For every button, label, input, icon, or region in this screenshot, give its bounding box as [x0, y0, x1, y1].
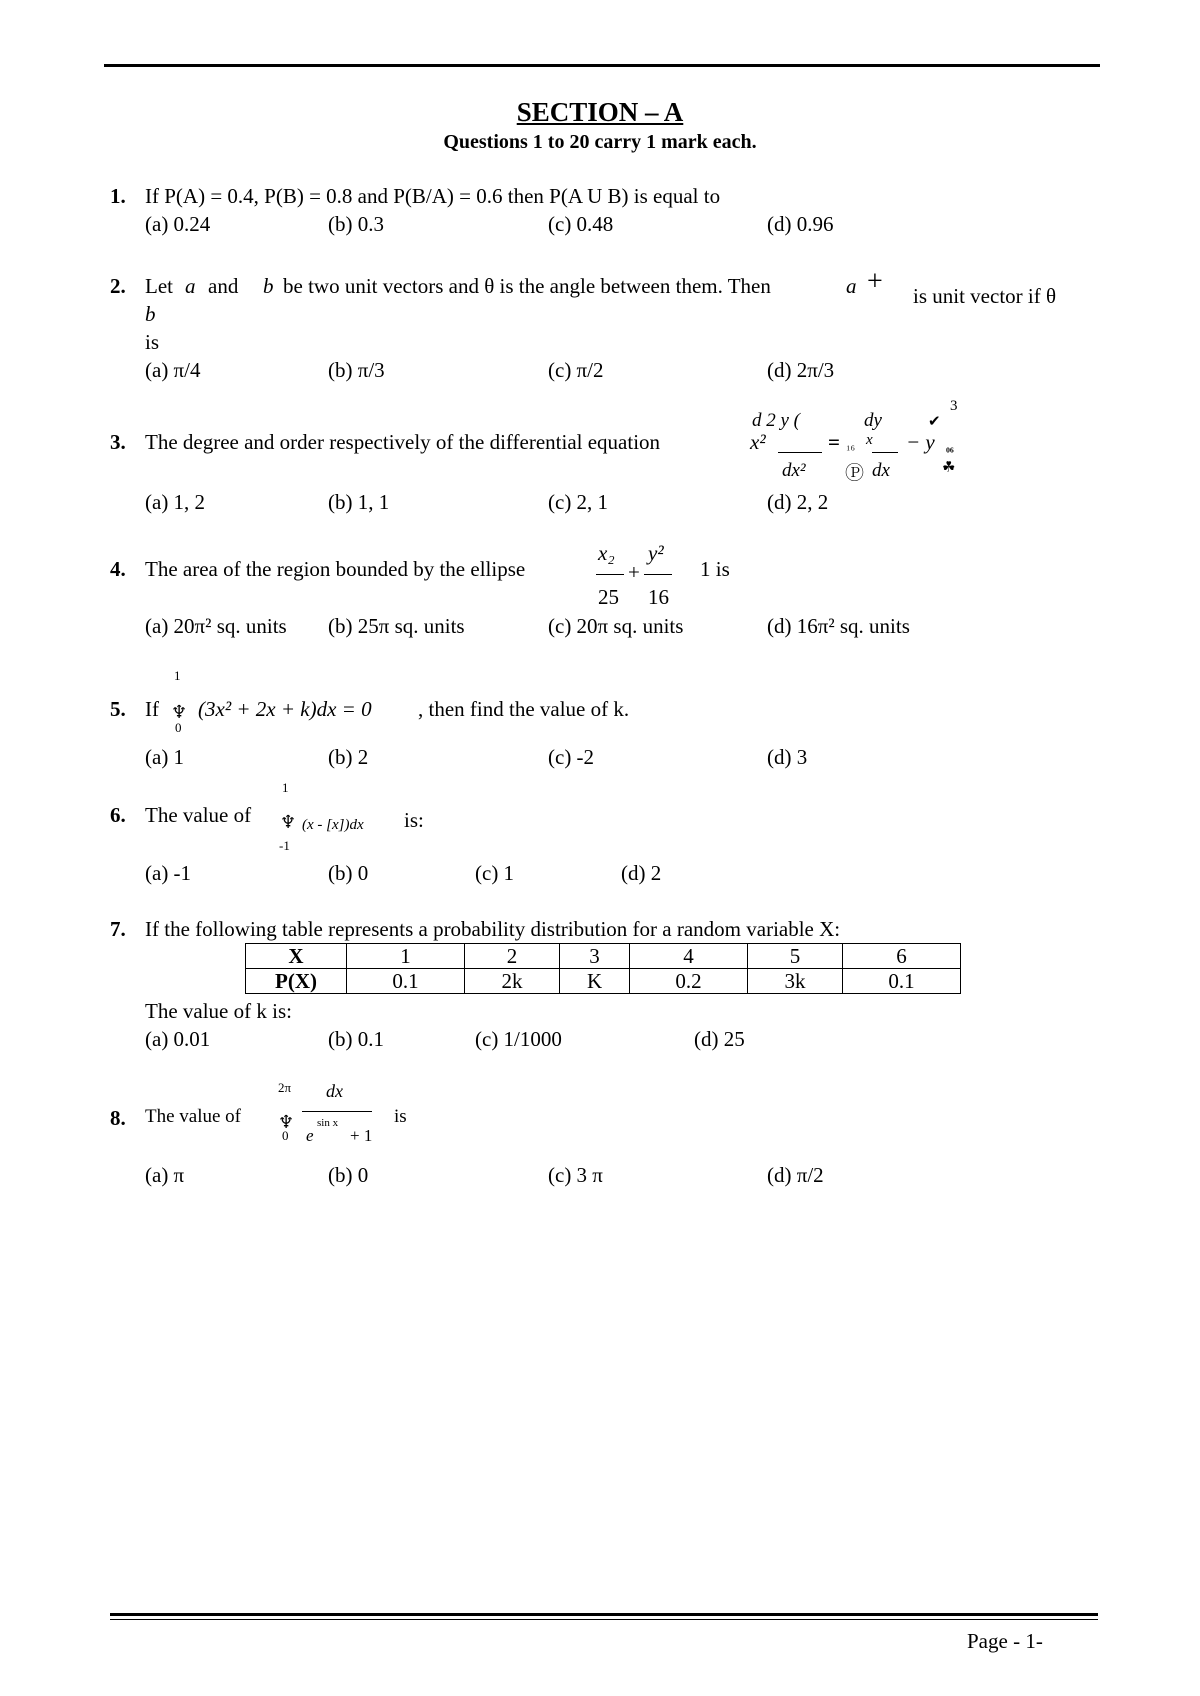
eq-bracket-glyph: ☘	[942, 460, 956, 476]
option-a: (a) 20π² sq. units	[145, 614, 287, 638]
option-c: (c) 20π sq. units	[548, 614, 684, 638]
option-d: (d) 25	[694, 1027, 745, 1051]
question-number: 3.	[110, 430, 126, 454]
eq-equals: =	[828, 430, 840, 454]
eq-fraction-line	[596, 574, 624, 575]
table-cell: 6	[843, 944, 961, 969]
option-c: (c) 3 π	[548, 1163, 603, 1187]
integral-icon: ♆	[280, 812, 297, 832]
option-d: (d) 2	[621, 861, 662, 885]
integral-expression: (3x² + 2x + k)dx = 0	[198, 697, 372, 721]
option-a: (a) π	[145, 1163, 185, 1187]
integral-icon: ♆	[171, 702, 188, 722]
vector-a: a	[846, 274, 857, 298]
eq-x-squared: x²	[750, 430, 766, 454]
table-cell: 1	[347, 944, 465, 969]
question-text: and	[208, 274, 239, 298]
eq-rhs: 1 is	[700, 557, 730, 581]
footer-rule	[110, 1613, 1098, 1616]
integral-denominator-exponent: sin x	[317, 1117, 339, 1129]
option-c: (c) 0.48	[548, 212, 614, 236]
question-text: is:	[404, 808, 424, 832]
option-d: (d) 3	[767, 745, 808, 769]
top-rule	[104, 64, 1100, 67]
eq-power: 3	[950, 398, 958, 414]
option-b: (b) 2	[328, 745, 369, 769]
integral-lower-limit: 0	[175, 720, 182, 735]
question-text: is	[394, 1106, 407, 1127]
integral-upper-limit: 2π	[278, 1080, 292, 1095]
question-text: be two unit vectors and θ is the angle between them. Then	[283, 274, 771, 298]
option-c: (c) -2	[548, 745, 595, 769]
probability-table	[245, 943, 961, 994]
option-d: (d) 16π² sq. units	[767, 614, 910, 638]
option-b: (b) 25π sq. units	[328, 614, 465, 638]
integral-lower-limit: -1	[279, 838, 290, 853]
table-cell: 0.1	[843, 969, 961, 994]
eq-y-squared: y²	[648, 541, 664, 565]
question-number: 1.	[110, 184, 126, 208]
eq-fraction-line	[302, 1111, 372, 1112]
eq-fraction-line	[778, 452, 822, 453]
table-cell: 2	[464, 944, 559, 969]
footer-rule	[110, 1619, 1098, 1620]
option-b: (b) π/3	[328, 358, 385, 382]
table-row	[246, 944, 961, 969]
question-number: 5.	[110, 697, 126, 721]
eq-minus-y: − y	[906, 430, 935, 454]
option-c: (c) 1	[475, 861, 515, 885]
eq-fraction-line	[872, 452, 898, 453]
question-text: The degree and order respectively of the differential equation	[145, 430, 661, 454]
page-number: Page - 1-	[967, 1629, 1043, 1653]
eq-plus: +	[628, 560, 640, 584]
option-a: (a) π/4	[145, 358, 201, 382]
eq-bracket-glyph: Ⓟ	[845, 463, 865, 484]
option-a: (a) 0.24	[145, 212, 211, 236]
section-instructions: Questions 1 to 20 carry 1 mark each.	[443, 131, 757, 153]
eq-dx: dx	[872, 460, 890, 481]
table-cell: 2k	[464, 969, 559, 994]
question-text: , then find the value of k.	[418, 697, 630, 721]
integral-denominator: e	[306, 1126, 314, 1145]
table-header-cell: P(X)	[246, 969, 347, 994]
option-d: (d) 2π/3	[767, 358, 835, 382]
option-c: (c) 1/1000	[475, 1027, 562, 1051]
question-number: 4.	[110, 557, 126, 581]
vector-b: b	[263, 274, 274, 298]
option-c: (c) 2, 1	[548, 490, 609, 514]
eq-x: x	[866, 432, 873, 448]
option-d: (d) 0.96	[767, 212, 834, 236]
question-text: If P(A) = 0.4, P(B) = 0.8 and P(B/A) = 0.6 then P(A U B) is equal to	[145, 184, 721, 208]
question-text: The area of the region bounded by the ellipse	[145, 557, 526, 581]
option-b: (b) 0.1	[328, 1027, 384, 1051]
option-a: (a) 0.01	[145, 1027, 211, 1051]
table-cell: 3	[560, 944, 630, 969]
eq-denominator: 16	[648, 585, 669, 609]
question-number: 8.	[110, 1106, 126, 1130]
question-text: If the following table represents a probability distribution for a random variable X:	[145, 917, 841, 941]
plus-sign: +	[867, 266, 883, 297]
eq-bracket-glyph: ✔	[928, 414, 941, 430]
question-text: If	[145, 697, 159, 721]
integral-icon: ♆	[278, 1112, 295, 1132]
vector-a: a	[185, 274, 196, 298]
table-cell: 0.1	[347, 969, 465, 994]
eq-dy: dy	[864, 410, 882, 431]
eq-numerator: d 2 y (	[752, 410, 801, 431]
option-d: (d) 2, 2	[767, 490, 829, 514]
question-number: 2.	[110, 274, 126, 298]
question-text: is unit vector if θ	[913, 284, 1057, 308]
integral-upper-limit: 1	[282, 780, 289, 795]
option-a: (a) -1	[145, 861, 192, 885]
eq-bracket-glyph: ₁₆	[846, 436, 856, 451]
option-a: (a) 1, 2	[145, 490, 206, 514]
integral-numerator: dx	[326, 1081, 343, 1101]
option-d: (d) π/2	[767, 1163, 824, 1187]
integral-lower-limit: 0	[282, 1128, 289, 1143]
question-number: 7.	[110, 917, 126, 941]
table-cell: 0.2	[630, 969, 748, 994]
integral-expression: (x - [x])dx	[302, 817, 364, 833]
question-text: The value of k is:	[145, 999, 292, 1023]
section-title: SECTION – A	[516, 97, 684, 127]
question-text: is	[145, 330, 160, 354]
table-cell: K	[560, 969, 630, 994]
table-row	[246, 969, 961, 994]
option-b: (b) 1, 1	[328, 490, 390, 514]
eq-fraction-line	[644, 574, 672, 575]
option-b: (b) 0	[328, 1163, 369, 1187]
integral-denominator: + 1	[350, 1126, 373, 1145]
eq-denominator: 25	[598, 585, 619, 609]
integral-upper-limit: 1	[174, 668, 181, 683]
question-text: The value of	[145, 1106, 242, 1127]
eq-bracket-glyph: ₀₆	[946, 438, 954, 453]
question-text: Let	[145, 274, 173, 298]
question-number: 6.	[110, 803, 126, 827]
table-header-cell: X	[246, 944, 347, 969]
question-text: The value of	[145, 803, 252, 827]
eq-x-squared: x₂	[598, 541, 615, 565]
table-cell: 4	[630, 944, 748, 969]
option-b: (b) 0.3	[328, 212, 384, 236]
option-c: (c) π/2	[548, 358, 604, 382]
vector-b: b	[145, 302, 156, 326]
table-cell: 3k	[747, 969, 842, 994]
option-b: (b) 0	[328, 861, 369, 885]
option-a: (a) 1	[145, 745, 185, 769]
eq-denominator: dx²	[782, 460, 806, 481]
table-cell: 5	[747, 944, 842, 969]
